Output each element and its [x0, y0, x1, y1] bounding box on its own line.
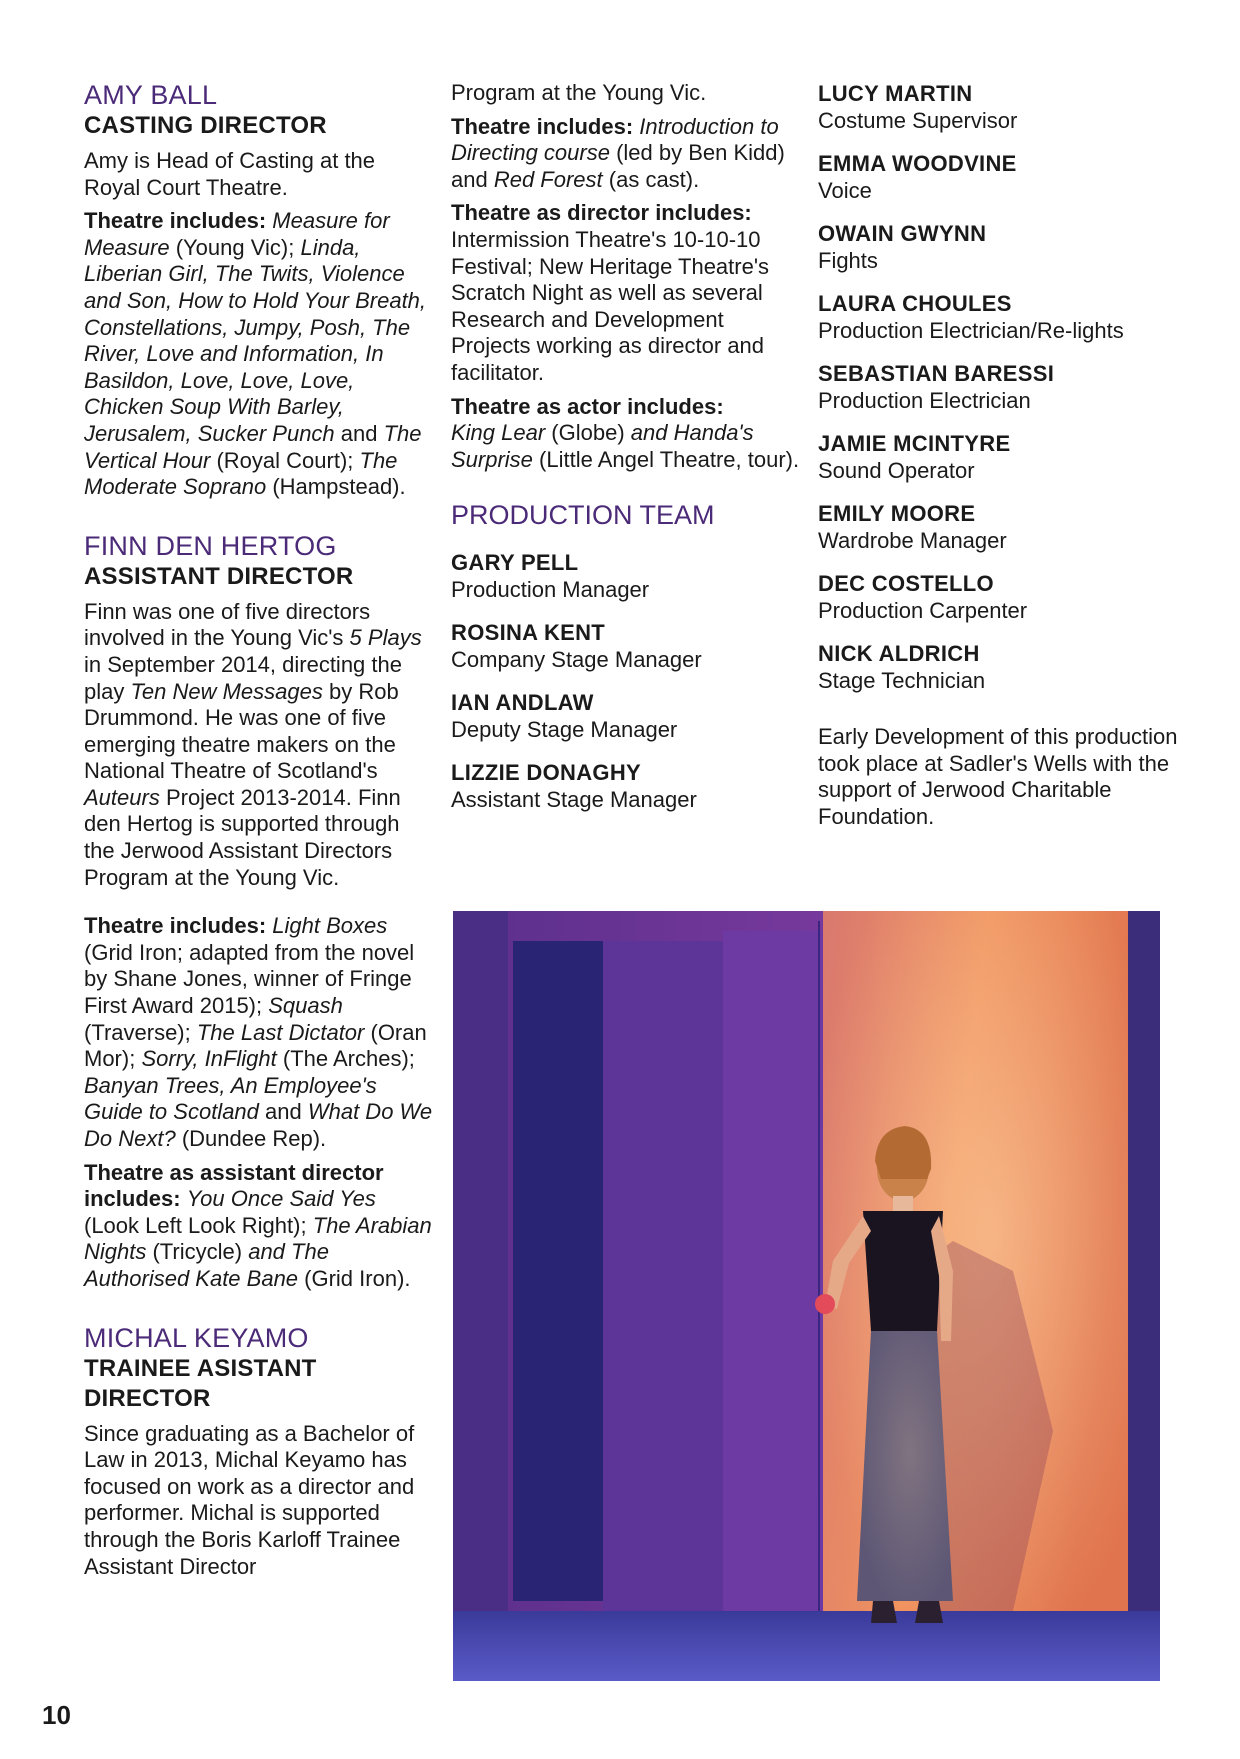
credits-paragraph [84, 208, 434, 501]
crew-role: Production Electrician [818, 388, 1031, 413]
crew-name: SEBASTIAN BARESSI [818, 361, 1055, 386]
credit-title: The Moderate Soprano [84, 447, 398, 500]
crew-role: Production Manager [451, 577, 650, 603]
crew-entry [818, 500, 1178, 554]
actor-credits-paragraph [451, 394, 801, 474]
person-name: MICHAL KEYAMO [84, 1322, 309, 1353]
stage-scene [453, 911, 1160, 1681]
production-photo [453, 911, 1160, 1681]
credit-title: Measure for Measure [84, 208, 390, 260]
credits-label: Theatre as director includes: [451, 200, 752, 226]
crew-name: LUCY MARTIN [818, 81, 973, 106]
credit-title: Squash [268, 993, 343, 1019]
credit-venue: and [334, 420, 384, 446]
crew-role: Company Stage Manager [451, 647, 702, 673]
column-left [84, 80, 434, 1580]
person-role: TRAINEE ASISTANT DIRECTOR [84, 1354, 317, 1412]
director-credits-paragraph [451, 200, 801, 386]
crew-entry [451, 759, 801, 813]
person-finn-den-hertog [84, 531, 434, 1293]
acknowledgement-note: Early Development of this production took place at Sadler's Wells with the support of Jerwood Charitable Foundation. [818, 724, 1178, 829]
credit-venue: (led by Ben Kidd) and [451, 140, 785, 192]
person-bio: Since graduating as a Bachelor of Law in 2013, Michal Keyamo has focused on work as a director and performer. Michal is supported through the Boris Karloff Trainee Assistant Director [84, 1420, 415, 1579]
crew-entry [818, 640, 1178, 694]
credits-label: Theatre includes: [84, 208, 267, 234]
crew-entry [818, 570, 1178, 624]
credits-label: Theatre as assistant director includes: [84, 1159, 384, 1212]
crew-role: Costume Supervisor [818, 108, 1018, 133]
assistant-credits-paragraph [84, 1160, 434, 1293]
crew-role: Fights [818, 248, 878, 273]
credit-venue: (Grid Iron). [298, 1265, 411, 1291]
bio-title: 5 Plays [349, 625, 422, 651]
credits-label: Theatre as actor includes: [451, 393, 724, 419]
credit-venue: and [258, 1099, 308, 1125]
column-middle [451, 80, 801, 829]
bio-title: Auteurs [84, 784, 160, 810]
credit-title: What Do We Do Next? [84, 1099, 433, 1151]
credit-venue: (Globe) [545, 420, 631, 446]
bio-text: by Rob Drummond. He was one of five emerging theatre makers on the National Theatre of Scotland's [84, 678, 399, 784]
section-title-production-team: PRODUCTION TEAM [451, 500, 715, 531]
crew-name: LIZZIE DONAGHY [451, 760, 641, 786]
credits-paragraph [451, 114, 801, 194]
crew-entry [818, 430, 1178, 484]
crew-role: Production Electrician/Re-lights [818, 318, 1124, 343]
credit-venue: (Young Vic); [169, 234, 301, 260]
credit-title: Red Forest [493, 166, 603, 192]
credit-title: Sorry, InFlight [141, 1046, 277, 1072]
crew-entry [818, 360, 1178, 414]
crew-entry [818, 80, 1178, 134]
crew-role: Voice [818, 178, 872, 203]
crew-entry [818, 150, 1178, 204]
credit-title: and Handa's Surprise [451, 420, 754, 472]
crew-entry [451, 619, 801, 673]
page-number: 10 [42, 1700, 71, 1730]
credit-title: You Once Said Yes [186, 1186, 376, 1212]
crew-role: Assistant Stage Manager [451, 787, 697, 813]
crew-name: NICK ALDRICH [818, 641, 980, 666]
person-bio [84, 599, 434, 892]
credit-venue: (Royal Court); [210, 447, 360, 473]
credit-title: Introduction to Directing course [451, 113, 779, 166]
credits-label: Theatre includes: [84, 913, 267, 939]
credit-venue: (Dundee Rep). [175, 1126, 327, 1151]
credit-venue: (as cast). [602, 166, 700, 192]
bio-title: Ten New Messages [130, 678, 323, 704]
crew-name: DEC COSTELLO [818, 571, 994, 596]
crew-entry [451, 689, 801, 743]
crew-name: EMMA WOODVINE [818, 151, 1017, 176]
crew-name: ROSINA KENT [451, 620, 606, 646]
credit-title: Light Boxes [272, 913, 388, 939]
credit-title: The Vertical Hour [84, 420, 422, 473]
credit-title: The Last Dictator [196, 1019, 365, 1045]
credit-venue: (Look Left Look Right); [84, 1212, 313, 1238]
credit-title: Linda, Liberian Girl, The Twits, Violence and Son, How to Hold Your Breath, Constellations, Jumpy, Posh, The River, Love and Information, In Basildon, Love, Love, Love, Chicken Soup With Barley, Jerusalem, Sucker Punch [84, 234, 427, 446]
crew-name: IAN ANDLAW [451, 690, 594, 716]
credit-venue: (The Arches); [276, 1046, 415, 1072]
person-role: ASSISTANT DIRECTOR [84, 562, 354, 590]
person-name: FINN DEN HERTOG [84, 530, 337, 561]
credit-venue: (Little Angel Theatre, tour). [532, 446, 800, 472]
bio-continuation: Program at the Young Vic. [451, 80, 707, 105]
credit-venue: (Grid Iron; adapted from the novel by Shane Jones, winner of Fringe First Award 2015); [84, 939, 415, 1019]
crew-role: Deputy Stage Manager [451, 717, 678, 743]
credit-venue: (Traverse); [84, 1019, 197, 1045]
person-michal-keyamo [84, 1323, 434, 1581]
crew-name: OWAIN GWYNN [818, 221, 987, 246]
column-right [818, 80, 1178, 830]
crew-entry [818, 290, 1178, 344]
credit-venue: (Tricycle) [146, 1239, 249, 1265]
person-role: CASTING DIRECTOR [84, 112, 327, 139]
crew-role: Sound Operator [818, 458, 975, 483]
crew-role: Stage Technician [818, 668, 986, 693]
credit-title: Banyan Trees, An Employee's Guide to Scotland [84, 1072, 377, 1125]
crew-entry [818, 220, 1178, 274]
credits-label: Theatre includes: [451, 113, 634, 139]
credit-title: The Arabian Nights [84, 1212, 432, 1265]
crew-name: GARY PELL [451, 550, 579, 576]
crew-name: JAMIE MCINTYRE [818, 431, 1011, 456]
crew-entry [451, 549, 801, 603]
person-amy-ball [84, 80, 434, 501]
credits-paragraph [84, 913, 434, 1152]
person-bio: Amy is Head of Casting at the Royal Court Theatre. [84, 148, 376, 200]
bio-text: Finn was one of five directors involved in the Young Vic's [84, 598, 371, 651]
credits-text: Intermission Theatre's 10-10-10 Festival; New Heritage Theatre's Scratch Night as well as several Research and Development Projects working as director and facilitator. [451, 226, 770, 385]
credit-title: King Lear [451, 420, 546, 446]
bio-text: in September 2014, directing the play [84, 651, 402, 704]
credit-title: and The Authorised Kate Bane [84, 1239, 329, 1291]
bio-text: Project 2013-2014. Finn den Hertog is supported through the Jerwood Assistant Directors Program at the Young Vic. [84, 784, 401, 890]
crew-name: EMILY MOORE [818, 501, 976, 526]
credit-venue: (Hampstead). [266, 474, 406, 500]
person-name: AMY BALL [84, 80, 218, 110]
credit-venue: (Oran Mor); [84, 1019, 427, 1072]
crew-role: Wardrobe Manager [818, 528, 1007, 553]
crew-name: LAURA CHOULES [818, 291, 1012, 316]
crew-role: Production Carpenter [818, 598, 1028, 623]
